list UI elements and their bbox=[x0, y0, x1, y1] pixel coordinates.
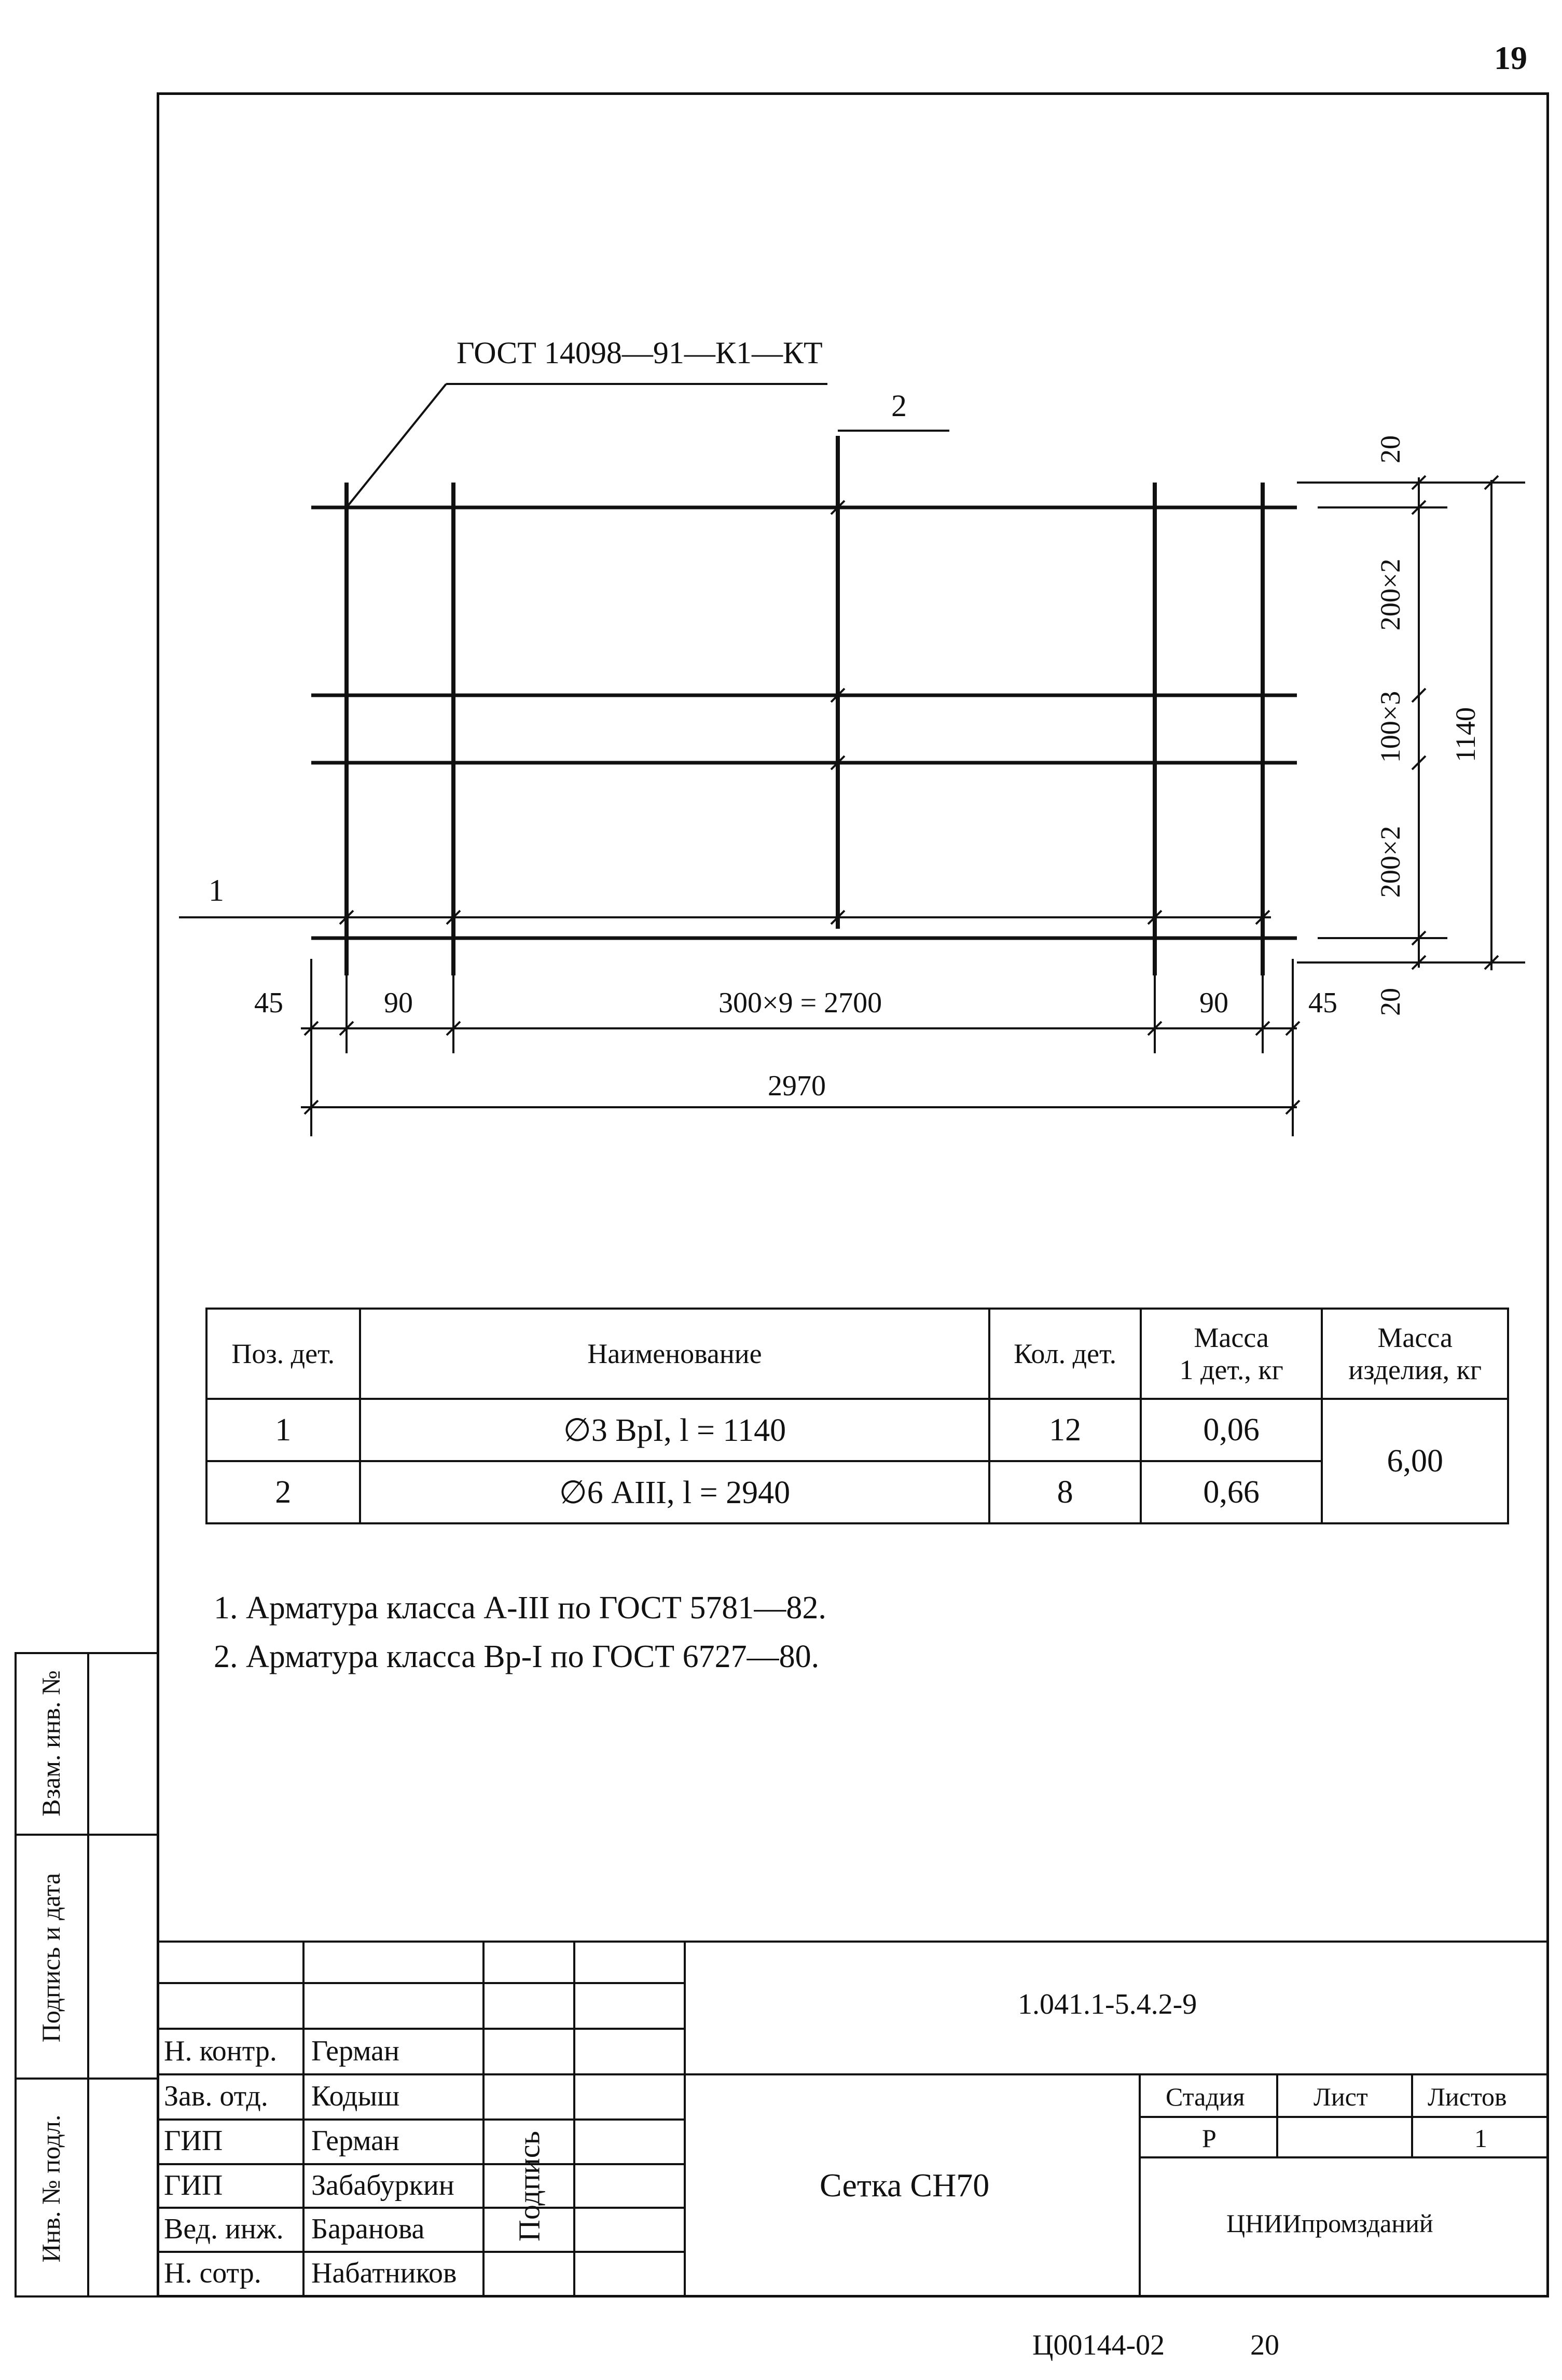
dim-100x3: 100×3 bbox=[1375, 691, 1406, 763]
role-2: Зав. отд. bbox=[164, 2080, 268, 2112]
dim-90-right: 90 bbox=[1199, 987, 1228, 1019]
sheet-header: Лист bbox=[1314, 2082, 1368, 2111]
spec-table bbox=[205, 1308, 1509, 1524]
page-number: 19 bbox=[1494, 39, 1527, 76]
dim-middle: 300×9 = 2700 bbox=[718, 987, 882, 1019]
stage-header: Стадия bbox=[1166, 2082, 1245, 2111]
doc-code: 1.041.1-5.4.2-9 bbox=[1018, 1988, 1197, 2020]
header-mass-total bbox=[1322, 1309, 1508, 1399]
side-stamp bbox=[15, 1652, 159, 2298]
header-mass-one-l2: 1 дет., кг bbox=[1179, 1354, 1283, 1385]
sheets-value: 1 bbox=[1474, 2124, 1487, 2153]
dim-90-left: 90 bbox=[384, 987, 413, 1019]
name-5: Баранова bbox=[311, 2213, 425, 2245]
row-pos: 1 bbox=[206, 1399, 360, 1461]
role-1: Н. контр. bbox=[164, 2035, 277, 2067]
row-name: ∅3 ВрI, l = 1140 bbox=[360, 1399, 990, 1461]
header-mass-one-l1: Масса bbox=[1194, 1322, 1269, 1353]
row-mass: 0,66 bbox=[1141, 1461, 1322, 1523]
row-qty: 12 bbox=[989, 1399, 1141, 1461]
stamp-podpis-data: Подпись и дата bbox=[36, 1873, 65, 2043]
stamp-vzam-inv: Взам. инв. № bbox=[36, 1670, 65, 1817]
role-5: Вед. инж. bbox=[164, 2213, 284, 2245]
note-1: 1. Арматура класса А-III по ГОСТ 5781—82. bbox=[214, 1590, 826, 1626]
header-mass-one bbox=[1141, 1309, 1322, 1399]
dim-200x2-top: 200×2 bbox=[1375, 558, 1406, 631]
note-2: 2. Арматура класса Вр-I по ГОСТ 6727—80. bbox=[214, 1639, 820, 1674]
spec-header-row bbox=[206, 1309, 1508, 1399]
table-row bbox=[206, 1399, 1508, 1461]
role-6: Н. сотр. bbox=[164, 2257, 261, 2289]
dim-45-left: 45 bbox=[254, 987, 283, 1019]
row-pos: 2 bbox=[206, 1461, 360, 1523]
title-block bbox=[157, 1941, 1549, 2298]
header-mass-total-l2: изделия, кг bbox=[1348, 1354, 1482, 1385]
dim-45-right: 45 bbox=[1308, 987, 1337, 1019]
weld-label: ГОСТ 14098—91—К1—КТ bbox=[457, 336, 823, 370]
row-mass: 0,06 bbox=[1141, 1399, 1322, 1461]
row-name: ∅6 АIII, l = 2940 bbox=[360, 1461, 990, 1523]
stage-value: Р bbox=[1202, 2124, 1217, 2153]
name-2: Кодыш bbox=[311, 2080, 400, 2112]
stamp-inv-podl: Инв. № подл. bbox=[36, 2114, 65, 2263]
header-mass-total-l1: Масса bbox=[1377, 1322, 1453, 1353]
table-row bbox=[206, 1461, 1508, 1523]
dim-20-top: 20 bbox=[1375, 435, 1406, 463]
header-qty: Кол. дет. bbox=[989, 1309, 1141, 1399]
sheets-header: Листов bbox=[1428, 2082, 1507, 2111]
header-name: Наименование bbox=[360, 1309, 990, 1399]
sheet-title: Сетка СН70 bbox=[820, 2167, 990, 2204]
name-3: Герман bbox=[311, 2125, 399, 2157]
role-4: ГИП bbox=[164, 2169, 223, 2202]
signature-label: Подпись bbox=[512, 2131, 546, 2241]
name-6: Набатников bbox=[311, 2257, 457, 2289]
position-2-label: 2 bbox=[891, 389, 907, 423]
dim-20-bottom: 20 bbox=[1375, 988, 1406, 1016]
header-pos: Поз. дет. bbox=[206, 1309, 360, 1399]
footer-code: Ц00144-02 bbox=[1032, 2329, 1165, 2361]
dim-total-2970: 2970 bbox=[768, 1070, 826, 1102]
total-mass: 6,00 bbox=[1322, 1399, 1508, 1523]
organization: ЦНИИпромзданий bbox=[1226, 2209, 1433, 2238]
role-3: ГИП bbox=[164, 2125, 223, 2157]
name-1: Герман bbox=[311, 2035, 399, 2067]
position-1-label: 1 bbox=[209, 873, 224, 907]
dim-total-1140: 1140 bbox=[1450, 707, 1481, 762]
dim-200x2-bottom: 200×2 bbox=[1375, 826, 1406, 898]
footer-number: 20 bbox=[1250, 2329, 1279, 2361]
name-4: Забабуркин bbox=[311, 2169, 454, 2202]
row-qty: 8 bbox=[989, 1461, 1141, 1523]
